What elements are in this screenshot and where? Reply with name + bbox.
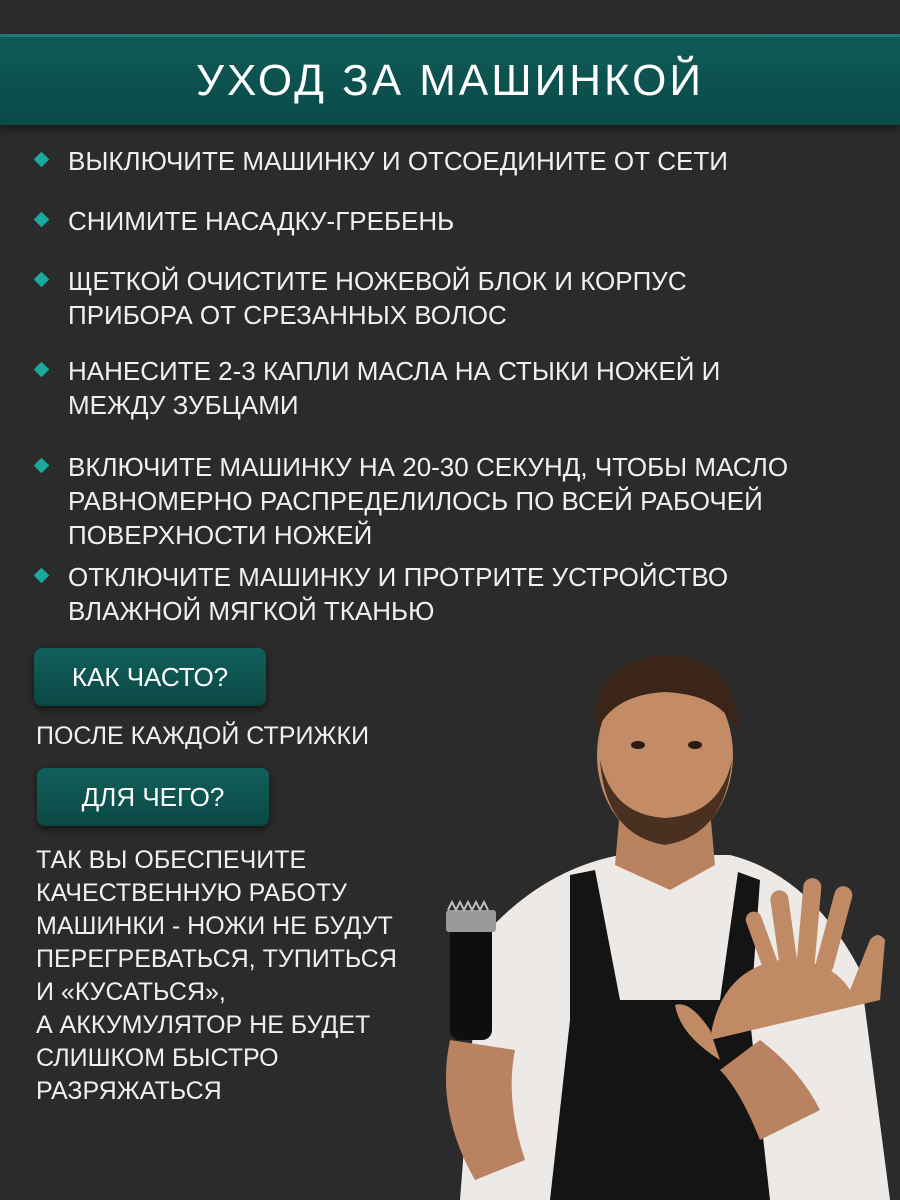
why-answer-line: А АККУМУЛЯТОР НЕ БУДЕТ — [36, 1011, 371, 1039]
barber-with-clipper-illustration — [420, 640, 900, 1200]
list-item — [36, 560, 776, 628]
step-text: ВКЛЮЧИТЕ МАШИНКУ НА 20-30 СЕКУНД, ЧТОБЫ МАСЛО РАВНОМЕРНО РАСПРЕДЕЛИЛОСЬ ПО ВСЕЙ РАБОЧЕЙ ПОВЕРХНОСТИ НОЖЕЙ — [68, 452, 789, 550]
list-item — [36, 354, 756, 422]
step-text: ЩЕТКОЙ ОЧИСТИТЕ НОЖЕВОЙ БЛОК И КОРПУС ПРИБОРА ОТ СРЕЗАННЫХ ВОЛОС — [68, 266, 687, 330]
eye — [631, 741, 645, 749]
why-answer-line: МАШИНКИ - НОЖИ НЕ БУДУТ — [36, 912, 393, 940]
why-badge: ДЛЯ ЧЕГО? — [37, 768, 269, 826]
list-item — [36, 204, 876, 238]
diamond-bullet-icon — [34, 272, 50, 288]
diamond-bullet-icon — [34, 362, 50, 378]
list-item — [36, 144, 876, 178]
eye — [688, 741, 702, 749]
step-text: ВЫКЛЮЧИТЕ МАШИНКУ И ОТСОЕДИНИТЕ ОТ СЕТИ — [68, 146, 728, 176]
why-answer-line: ТАК ВЫ ОБЕСПЕЧИТЕ — [36, 846, 307, 874]
diamond-bullet-icon — [34, 568, 50, 584]
diamond-bullet-icon — [34, 212, 50, 228]
why-answer-line: КАЧЕСТВЕННУЮ РАБОТУ — [36, 879, 348, 907]
why-answer-line: И «КУСАТЬСЯ», — [36, 978, 226, 1006]
how-often-answer: ПОСЛЕ КАЖДОЙ СТРИЖКИ — [36, 722, 370, 750]
list-item — [36, 264, 736, 332]
list-item — [36, 450, 866, 552]
hair-clipper-icon — [446, 902, 496, 1040]
why-answer-line: СЛИШКОМ БЫСТРО — [36, 1044, 279, 1072]
step-text: НАНЕСИТЕ 2-3 КАПЛИ МАСЛА НА СТЫКИ НОЖЕЙ И МЕЖДУ ЗУБЦАМИ — [68, 356, 721, 420]
title-banner — [0, 34, 900, 125]
why-answer-line: ПЕРЕГРЕВАТЬСЯ, ТУПИТЬСЯ — [36, 945, 397, 973]
page-title: УХОД ЗА МАШИНКОЙ — [196, 56, 704, 105]
diamond-bullet-icon — [34, 458, 50, 474]
step-text: ОТКЛЮЧИТЕ МАШИНКУ И ПРОТРИТЕ УСТРОЙСТВО ВЛАЖНОЙ МЯГКОЙ ТКАНЬЮ — [68, 562, 729, 626]
diamond-bullet-icon — [34, 152, 50, 168]
how-often-badge: КАК ЧАСТО? — [34, 648, 266, 706]
step-text: СНИМИТЕ НАСАДКУ-ГРЕБЕНЬ — [68, 206, 455, 236]
why-answer — [36, 844, 436, 1108]
arm — [446, 1040, 525, 1180]
why-answer-line: РАЗРЯЖАТЬСЯ — [36, 1077, 222, 1105]
